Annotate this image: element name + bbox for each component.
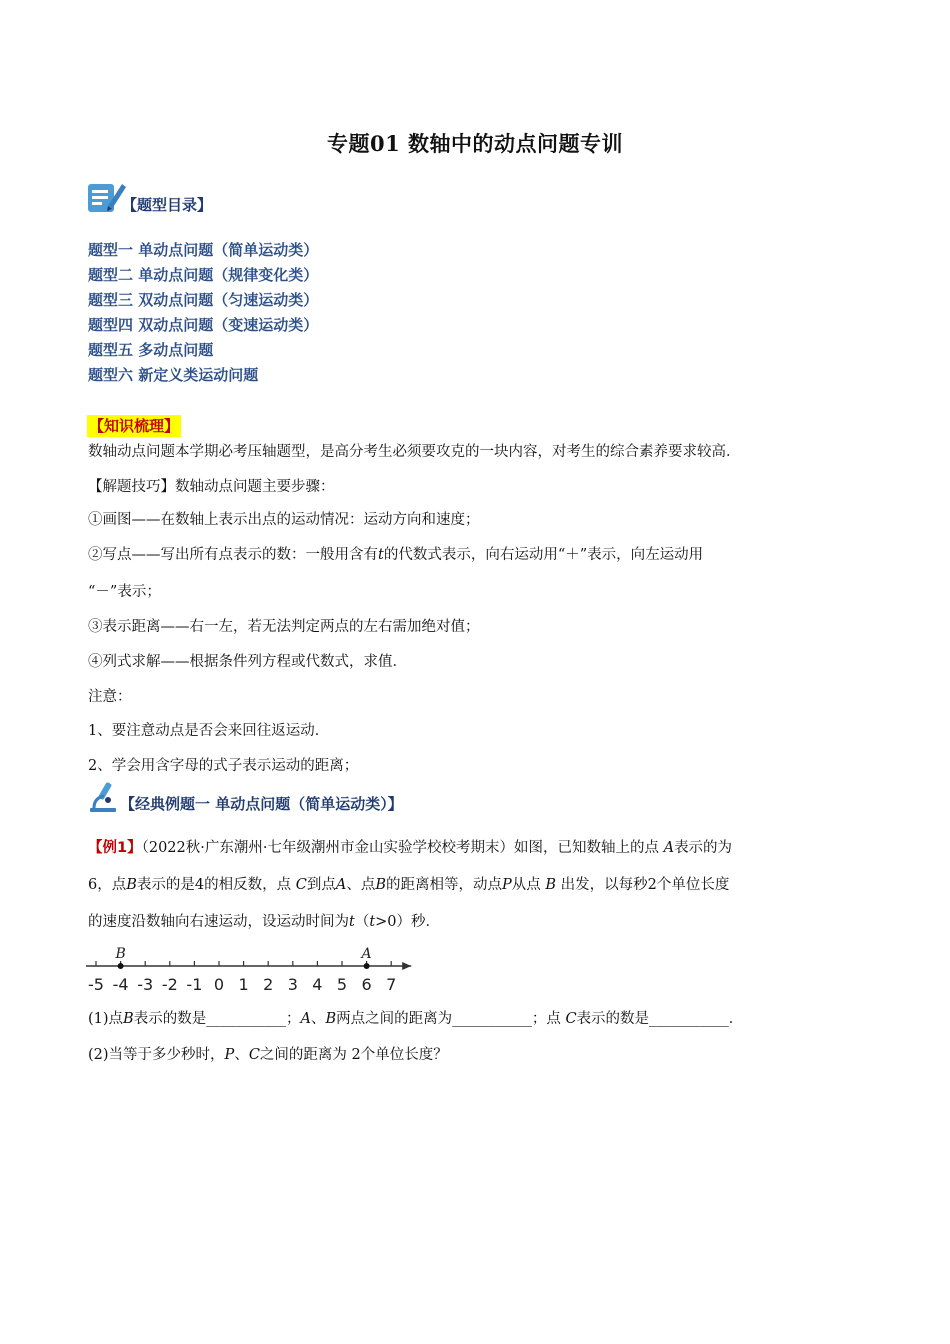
toc-item[interactable]: 题型二 单动点问题（规律变化类）: [88, 266, 319, 284]
tick-label: -1: [186, 975, 203, 992]
note-title: 注意：: [88, 689, 132, 705]
tick-label: -5: [88, 975, 104, 992]
tick-label: -2: [161, 975, 178, 992]
point-b: [118, 963, 124, 969]
point-label-a: A: [361, 946, 372, 962]
toc-section-header: [86, 178, 386, 218]
toc-item[interactable]: 题型一 单动点问题（简单运动类）: [88, 241, 319, 259]
step-4: ④列式求解——根据条件列方程或代数式，求值．: [88, 654, 407, 670]
question-1: (1)点B表示的数是___________；A、B两点之间的距离为___________；点 C表示的数是___________．: [88, 1011, 744, 1027]
number-line: [84, 942, 424, 992]
toc-item[interactable]: 题型五 多动点问题: [88, 341, 214, 359]
point-a: [364, 963, 370, 969]
step-2-cont: “－”表示；: [88, 584, 161, 600]
toc-item[interactable]: 题型四 双动点问题（变速运动类）: [88, 316, 319, 334]
example-section-header: [86, 780, 506, 816]
axis-arrow: [402, 962, 411, 970]
tips-title: 【解题技巧】数轴动点问题主要步骤：: [88, 479, 335, 495]
toc-item[interactable]: 题型六 新定义类运动问题: [88, 366, 259, 384]
toc-header: 【题型目录】: [122, 196, 213, 214]
tick-label: 4: [312, 975, 323, 992]
toc-item[interactable]: 题型三 双动点问题（匀速运动类）: [88, 291, 319, 309]
note-1: 1、要注意动点是否会来回往返运动．: [88, 723, 330, 739]
step-1: ①画图——在数轴上表示出点的运动情况：运动方向和速度；: [88, 512, 480, 528]
note-2: 2、学会用含字母的式子表示运动的距离；: [88, 758, 359, 774]
tick-label: 1: [238, 975, 249, 992]
tick-label: -4: [112, 975, 129, 992]
tick-label: 6: [361, 975, 372, 992]
notepad-pencil-icon: [86, 178, 126, 216]
tick-label: 3: [287, 975, 298, 992]
tick-label: 7: [386, 975, 397, 992]
example-line-3: 的速度沿数轴向右速运动，设运动时间为t（t>0）秒．: [88, 914, 441, 930]
example-line-1: 【例1】（2022秋·广东潮州·七年级潮州市金山实验学校校考期末）如图，已知数轴上的点 A表示的为: [88, 840, 733, 856]
microscope-icon: [86, 780, 122, 814]
step-3: ③表示距离——右一左，若无法判定两点的左右需加绝对值；: [88, 619, 480, 635]
tick-label: -3: [137, 975, 154, 992]
tick-label: 0: [213, 975, 225, 992]
knowledge-intro: 数轴动点问题本学期必考压轴题型，是高分考生必须要攻克的一块内容，对考生的综合素养要求较高．: [88, 444, 741, 460]
toc-list: [88, 238, 318, 388]
tick-label: 5: [336, 975, 348, 992]
page-title: 专题01 数轴中的动点问题专训: [326, 131, 624, 156]
point-label-b: B: [115, 946, 126, 962]
knowledge-header: 【知识梳理】: [89, 417, 180, 435]
example-label: 【例1】: [88, 840, 142, 856]
tick-label: 2: [263, 975, 274, 992]
step-2: ②写点——写出所有点表示的数：一般用含有t的代数式表示，向右运动用“＋”表示，向左运动用: [88, 547, 704, 563]
example-header: 【经典例题一 单动点问题（简单运动类）】: [120, 795, 403, 813]
example-line-2: 6，点B表示的是4的相反数，点 C到点A、点B的距离相等，动点P从点 B 出发，以每秒2个单位长度: [88, 877, 730, 893]
question-2: (2)当等于多少秒时，P、C之间的距离为 2个单位长度？: [88, 1047, 448, 1063]
